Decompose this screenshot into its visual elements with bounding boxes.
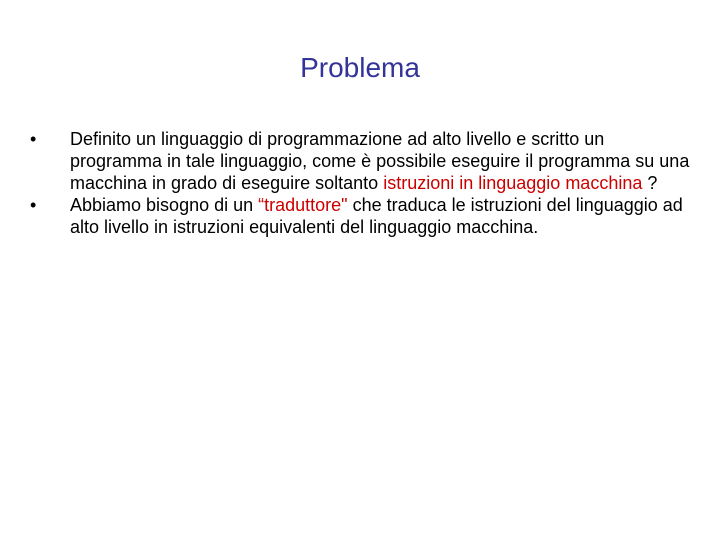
bullet-list [30,128,690,238]
highlighted-term: istruzioni in linguaggio macchina [383,173,643,193]
bullet-dot-icon: • [30,129,37,149]
bullet-dot-icon: • [30,195,37,215]
bullet-item-translator [30,194,690,238]
bullet-text: Definito un linguaggio di programmazione ad alto livello e scritto un programma in tale linguaggio, come è possibile eseguire il programma su una macchina in grado di eseguire soltanto [70,129,690,193]
bullet-text-end: ? [642,173,658,193]
highlighted-term: “traduttore" [258,195,348,215]
bullet-text-end: che traduca le istruzioni del linguaggio ad alto livello in istruzioni equivalenti del linguaggio macchina. [70,195,683,237]
slide-title: Problema [300,52,420,83]
bullet-text: Abbiamo bisogno di un [70,195,259,215]
bullet-item-definition [30,128,690,194]
